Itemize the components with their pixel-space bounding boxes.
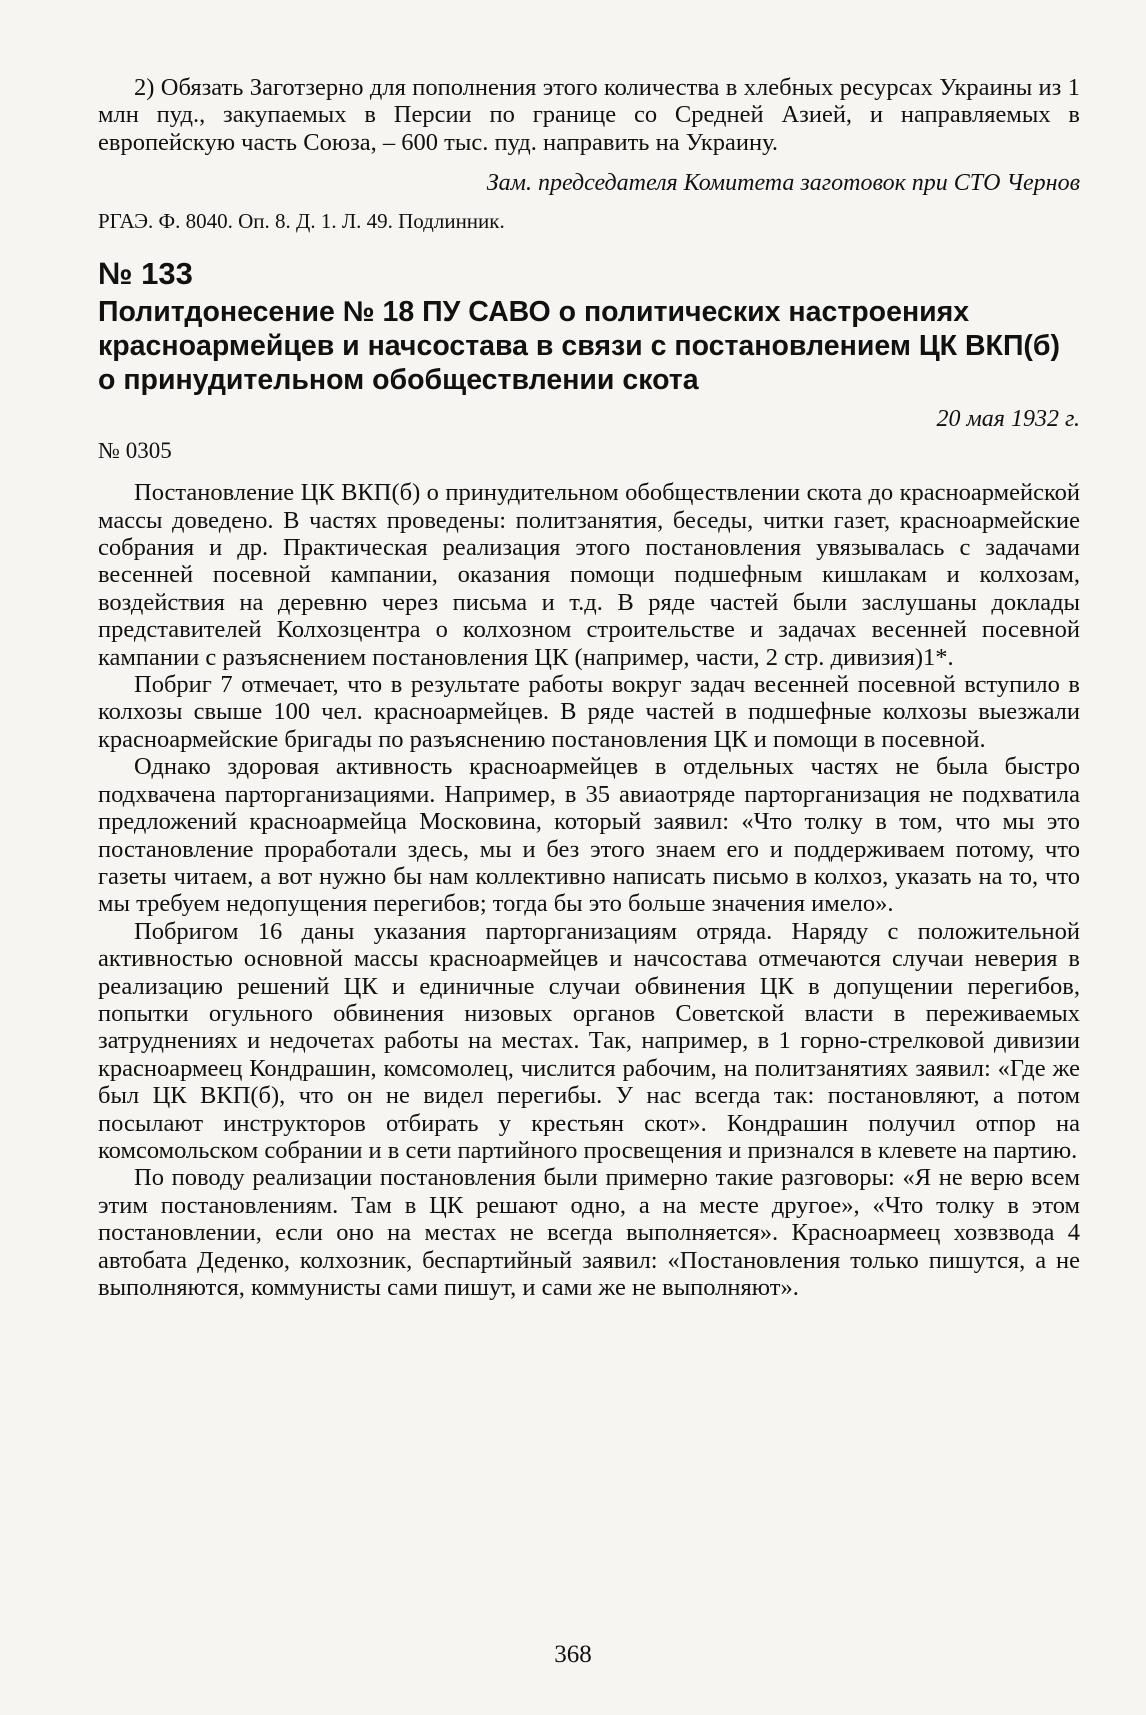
body-paragraph: Постановление ЦК ВКП(б) о принудительном обобществлении скота до красноармейской массы доведено. В частях проведены: политзанятия, беседы, читки газет, красноармейские собрания и др. Практическая реализация этого постановления увязывалась с задачами весенней посевной кампании, оказания помощи подшефным кишлакам и колхозам, воздействия на деревню через письма и т.д. В ряде частей были заслушаны доклады представителей Колхозцентра о колхозном строительстве и задачах весенней посевной кампании с разъяснением постановления ЦК (например, части, 2 стр. дивизия)1*. bbox=[98, 479, 1080, 671]
document-date: 20 мая 1932 г. bbox=[936, 406, 1080, 433]
document-number: № 133 bbox=[98, 256, 193, 292]
body-paragraph: Побриг 7 отмечает, что в результате работы вокруг задач весенней посевной вступило в колхозы свыше 100 чел. красноармейцев. В ряде частей в подшефные колхозы выезжали красноармейские бригады по разъяснению постановления ЦК и помощи в посевной. bbox=[98, 671, 1080, 753]
signature-line: Зам. председателя Комитета заготовок при СТО Чернов bbox=[486, 170, 1080, 197]
document-body bbox=[98, 479, 1080, 1301]
archive-source: РГАЭ. Ф. 8040. Оп. 8. Д. 1. Л. 49. Подлинник. bbox=[98, 209, 505, 234]
registration-number: № 0305 bbox=[98, 438, 172, 464]
body-paragraph: Побригом 16 даны указания парторганизациям отряда. Наряду с положительной активностью основной массы красноармейцев и начсостава отмечаются случаи неверия в реализацию решений ЦК и единичные случаи обвинения ЦК в допущении перегибов, попытки огульного обвинения низовых органов Советской власти в переживаемых затруднениях и недочетах работы на местах. Так, например, в 1 горно-стрелковой дивизии красноармеец Кондрашин, комсомолец, числится рабочим, на политзанятиях заявил: «Где же был ЦК ВКП(б), что он не видел перегибы. У нас всегда так: постановляют, а потом посылают инструкторов отбирать у крестьян скот». Кондрашин получил отпор на комсомольском собрании и в сети партийного просвещения и признался в клевете на партию. bbox=[98, 917, 1080, 1164]
previous-document-paragraph: 2) Обязать Заготзерно для пополнения этого количества в хлебных ресурсах Украины из 1 млн пуд., закупаемых в Персии по границе со Средней Азией, и направляемых в европейскую часть Союза, – 600 тыс. пуд. направить на Украину. bbox=[98, 74, 1080, 156]
body-paragraph: Однако здоровая активность красноармейцев в отдельных частях не была быстро подхвачена парторганизациями. Например, в 35 авиаотряде парторганизация не подхватила предложений красноармейца Московина, который заявил: «Что толку в том, что мы это постановление проработали здесь, мы и без этого знаем его и поддерживаем потому, что газеты читаем, а вот нужно бы нам коллективно написать письмо в колхоз, указать на то, что мы требуем недопущения перегибов; тогда бы это больше значения имело». bbox=[98, 753, 1080, 918]
page-number: 368 bbox=[554, 1641, 592, 1668]
document-page bbox=[98, 74, 1080, 1301]
document-title: Политдонесение № 18 ПУ САВО о политических настроениях красноармейцев и начсостава в связи с постановлением ЦК ВКП(б) о принудительном обобществлении скота bbox=[98, 296, 1061, 397]
body-paragraph: По поводу реализации постановления были примерно такие разговоры: «Я не верю всем этим постановлениям. Там в ЦК решают одно, а на месте другое», «Что толку в этом постановлении, если оно на местах не всегда выполняется». Красноармеец хозвзвода 4 автобата Деденко, колхозник, беспартийный заявил: «Постановления только пишутся, а не выполняются, коммунисты сами пишут, и сами же не выполняют». bbox=[98, 1164, 1080, 1301]
